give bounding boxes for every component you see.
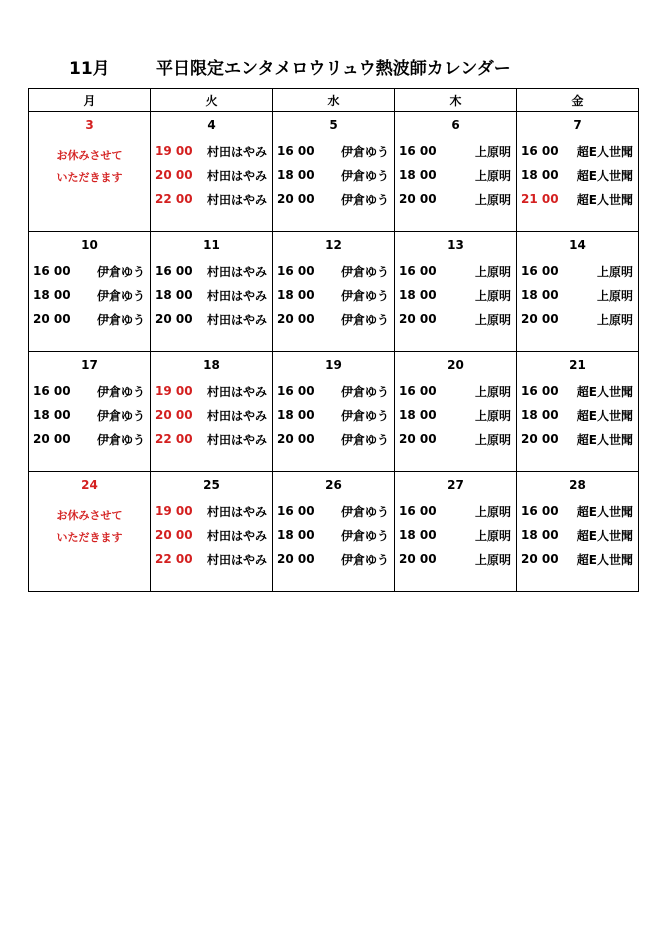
day-cell [151, 232, 273, 352]
slot-list [517, 379, 638, 451]
slot-host-name: 上原明 [474, 264, 511, 279]
slot-row [395, 307, 516, 331]
slot-row [151, 307, 272, 331]
slot-list [395, 499, 516, 571]
slot-row [517, 427, 638, 451]
slot-row [29, 283, 150, 307]
slot-time: 20 00 [277, 552, 315, 566]
day-cell [517, 112, 639, 232]
slot-list [151, 499, 272, 571]
day-cell [29, 352, 151, 472]
slot-time: 22 00 [155, 192, 193, 206]
day-number: 24 [81, 478, 98, 492]
slot-time: 18 00 [399, 168, 437, 182]
slot-row [151, 523, 272, 547]
slot-time: 16 00 [521, 144, 559, 158]
slot-time: 20 00 [521, 432, 559, 446]
slot-list [273, 379, 394, 451]
slot-host-name: 村田はやみ [206, 504, 267, 519]
day-number: 18 [203, 358, 220, 372]
weekday-header: 火 [151, 89, 273, 112]
slot-time: 18 00 [399, 288, 437, 302]
slot-row [29, 307, 150, 331]
slot-time: 20 00 [277, 432, 315, 446]
slot-time: 20 00 [399, 192, 437, 206]
slot-row [517, 499, 638, 523]
day-cell [151, 472, 273, 592]
slot-host-name: 上原明 [474, 408, 511, 423]
day-number: 7 [573, 118, 582, 132]
slot-host-name: 上原明 [474, 432, 511, 447]
slot-time: 21 00 [521, 192, 559, 206]
slot-host-name: 村田はやみ [206, 264, 267, 279]
slot-host-name: 村田はやみ [206, 384, 267, 399]
day-cell [273, 112, 395, 232]
slot-row [273, 427, 394, 451]
slot-host-name: 伊倉ゆう [96, 312, 145, 327]
slot-host-name: 伊倉ゆう [96, 432, 145, 447]
day-cell [29, 232, 151, 352]
slot-row [151, 139, 272, 163]
slot-time: 19 00 [155, 504, 193, 518]
day-number: 14 [569, 238, 586, 252]
closed-notice [29, 145, 150, 189]
day-number: 3 [85, 118, 94, 132]
weekday-header: 木 [395, 89, 517, 112]
slot-host-name: 村田はやみ [206, 192, 267, 207]
slot-row [395, 163, 516, 187]
day-cell [517, 352, 639, 472]
slot-time: 18 00 [521, 288, 559, 302]
slot-time: 16 00 [277, 504, 315, 518]
slot-row [517, 283, 638, 307]
slot-time: 18 00 [521, 168, 559, 182]
day-cell [273, 472, 395, 592]
slot-time: 20 00 [33, 312, 71, 326]
slot-row [151, 403, 272, 427]
day-cell [273, 232, 395, 352]
slot-host-name: 伊倉ゆう [96, 384, 145, 399]
day-number: 6 [451, 118, 460, 132]
slot-list [273, 499, 394, 571]
title-month: 11月 [69, 59, 110, 79]
slot-host-name: 伊倉ゆう [340, 168, 389, 183]
slot-host-name: 上原明 [474, 552, 511, 567]
slot-time: 20 00 [155, 312, 193, 326]
slot-list [395, 379, 516, 451]
slot-row [29, 403, 150, 427]
slot-time: 16 00 [399, 384, 437, 398]
slot-row [151, 499, 272, 523]
slot-row [395, 379, 516, 403]
day-number: 21 [569, 358, 586, 372]
slot-list [151, 259, 272, 331]
slot-list [151, 139, 272, 211]
day-cell [395, 352, 517, 472]
slot-host-name: 村田はやみ [206, 144, 267, 159]
slot-time: 18 00 [521, 528, 559, 542]
slot-host-name: 伊倉ゆう [340, 528, 389, 543]
slot-list [151, 379, 272, 451]
day-number: 20 [447, 358, 464, 372]
slot-row [517, 379, 638, 403]
title-main: 平日限定エンタメロウリュウ熱波師カレンダー [156, 59, 511, 79]
slot-row [273, 283, 394, 307]
slot-host-name: 伊倉ゆう [340, 408, 389, 423]
slot-row [273, 547, 394, 571]
slot-time: 16 00 [277, 144, 315, 158]
slot-host-name: 超E人世聞 [576, 528, 633, 543]
weekday-header: 金 [517, 89, 639, 112]
slot-time: 20 00 [399, 432, 437, 446]
slot-list [273, 139, 394, 211]
slot-row [273, 499, 394, 523]
slot-row [151, 379, 272, 403]
slot-host-name: 伊倉ゆう [340, 144, 389, 159]
closed-notice-line: いただきます [56, 531, 123, 544]
slot-row [395, 547, 516, 571]
slot-host-name: 上原明 [474, 384, 511, 399]
day-cell [395, 112, 517, 232]
slot-time: 19 00 [155, 144, 193, 158]
slot-time: 20 00 [277, 312, 315, 326]
slot-row [395, 139, 516, 163]
slot-host-name: 上原明 [474, 312, 511, 327]
day-number: 12 [325, 238, 342, 252]
week-row [29, 232, 639, 352]
slot-row [517, 139, 638, 163]
closed-notice [29, 505, 150, 549]
slot-time: 18 00 [277, 168, 315, 182]
slot-host-name: 村田はやみ [206, 408, 267, 423]
week-row [29, 472, 639, 592]
slot-host-name: 村田はやみ [206, 432, 267, 447]
slot-host-name: 上原明 [596, 288, 633, 303]
slot-time: 20 00 [277, 192, 315, 206]
slot-time: 18 00 [277, 288, 315, 302]
closed-notice-line: お休みさせて [56, 509, 123, 522]
slot-row [273, 139, 394, 163]
slot-host-name: 村田はやみ [206, 528, 267, 543]
slot-row [273, 307, 394, 331]
slot-row [517, 523, 638, 547]
day-cell [395, 232, 517, 352]
day-cell [395, 472, 517, 592]
day-cell [151, 352, 273, 472]
slot-host-name: 上原明 [596, 312, 633, 327]
day-number: 27 [447, 478, 464, 492]
slot-host-name: 伊倉ゆう [96, 288, 145, 303]
slot-time: 20 00 [399, 552, 437, 566]
calendar-body [29, 112, 639, 592]
slot-time: 16 00 [521, 264, 559, 278]
slot-time: 20 00 [521, 552, 559, 566]
slot-list [29, 379, 150, 451]
slot-time: 16 00 [399, 144, 437, 158]
slot-host-name: 超E人世聞 [576, 432, 633, 447]
day-number: 28 [569, 478, 586, 492]
slot-host-name: 村田はやみ [206, 168, 267, 183]
slot-host-name: 上原明 [474, 144, 511, 159]
day-number: 25 [203, 478, 220, 492]
slot-row [29, 427, 150, 451]
slot-list [395, 259, 516, 331]
slot-host-name: 伊倉ゆう [340, 312, 389, 327]
slot-row [517, 259, 638, 283]
slot-time: 20 00 [155, 408, 193, 422]
slot-row [517, 403, 638, 427]
day-cell [517, 472, 639, 592]
slot-row [151, 163, 272, 187]
day-number: 4 [207, 118, 216, 132]
slot-host-name: 超E人世聞 [576, 168, 633, 183]
slot-row [273, 403, 394, 427]
slot-time: 18 00 [33, 408, 71, 422]
slot-time: 16 00 [399, 504, 437, 518]
slot-host-name: 伊倉ゆう [340, 504, 389, 519]
day-number: 26 [325, 478, 342, 492]
slot-row [395, 187, 516, 211]
slot-list [517, 259, 638, 331]
slot-list [517, 139, 638, 211]
slot-row [395, 523, 516, 547]
slot-time: 20 00 [399, 312, 437, 326]
slot-host-name: 上原明 [596, 264, 633, 279]
slot-time: 18 00 [399, 528, 437, 542]
slot-time: 20 00 [155, 168, 193, 182]
slot-host-name: 上原明 [474, 288, 511, 303]
day-number: 19 [325, 358, 342, 372]
slot-row [151, 259, 272, 283]
slot-row [273, 163, 394, 187]
slot-row [151, 427, 272, 451]
day-number: 5 [329, 118, 338, 132]
slot-host-name: 村田はやみ [206, 288, 267, 303]
slot-time: 16 00 [277, 384, 315, 398]
slot-list [273, 259, 394, 331]
slot-host-name: 伊倉ゆう [340, 264, 389, 279]
slot-time: 18 00 [277, 528, 315, 542]
slot-row [395, 259, 516, 283]
slot-row [395, 427, 516, 451]
slot-host-name: 伊倉ゆう [340, 288, 389, 303]
slot-row [151, 187, 272, 211]
slot-row [517, 163, 638, 187]
slot-host-name: 伊倉ゆう [96, 264, 145, 279]
page-title [0, 54, 668, 82]
slot-time: 16 00 [33, 264, 71, 278]
slot-host-name: 上原明 [474, 192, 511, 207]
day-number: 11 [203, 238, 220, 252]
slot-host-name: 超E人世聞 [576, 408, 633, 423]
week-row [29, 112, 639, 232]
calendar-table [28, 88, 639, 592]
slot-time: 16 00 [521, 504, 559, 518]
slot-time: 16 00 [399, 264, 437, 278]
day-cell [29, 472, 151, 592]
slot-host-name: 伊倉ゆう [340, 384, 389, 399]
slot-time: 19 00 [155, 384, 193, 398]
weekday-header: 月 [29, 89, 151, 112]
slot-time: 22 00 [155, 432, 193, 446]
slot-host-name: 伊倉ゆう [340, 192, 389, 207]
slot-host-name: 村田はやみ [206, 552, 267, 567]
day-number: 13 [447, 238, 464, 252]
closed-notice-line: いただきます [56, 171, 123, 184]
week-row [29, 352, 639, 472]
slot-host-name: 上原明 [474, 168, 511, 183]
slot-row [151, 283, 272, 307]
slot-time: 18 00 [521, 408, 559, 422]
slot-time: 16 00 [277, 264, 315, 278]
slot-host-name: 上原明 [474, 528, 511, 543]
slot-time: 16 00 [521, 384, 559, 398]
slot-host-name: 超E人世聞 [576, 504, 633, 519]
slot-time: 16 00 [33, 384, 71, 398]
slot-row [395, 499, 516, 523]
slot-row [29, 379, 150, 403]
slot-row [517, 307, 638, 331]
slot-row [29, 259, 150, 283]
slot-time: 18 00 [33, 288, 71, 302]
weekday-header-row [29, 89, 639, 112]
slot-host-name: 超E人世聞 [576, 552, 633, 567]
slot-time: 18 00 [155, 288, 193, 302]
slot-row [517, 187, 638, 211]
slot-time: 20 00 [521, 312, 559, 326]
slot-row [395, 403, 516, 427]
slot-row [273, 379, 394, 403]
slot-row [273, 523, 394, 547]
slot-time: 20 00 [33, 432, 71, 446]
slot-row [395, 283, 516, 307]
slot-row [151, 547, 272, 571]
day-cell [517, 232, 639, 352]
slot-row [273, 187, 394, 211]
day-cell [29, 112, 151, 232]
slot-list [29, 259, 150, 331]
slot-time: 18 00 [277, 408, 315, 422]
slot-list [517, 499, 638, 571]
slot-host-name: 伊倉ゆう [340, 432, 389, 447]
slot-time: 22 00 [155, 552, 193, 566]
slot-host-name: 超E人世聞 [576, 192, 633, 207]
slot-host-name: 伊倉ゆう [340, 552, 389, 567]
slot-time: 16 00 [155, 264, 193, 278]
slot-row [273, 259, 394, 283]
day-cell [151, 112, 273, 232]
day-number: 17 [81, 358, 98, 372]
day-number: 10 [81, 238, 98, 252]
slot-host-name: 超E人世聞 [576, 384, 633, 399]
slot-host-name: 伊倉ゆう [96, 408, 145, 423]
slot-list [395, 139, 516, 211]
slot-host-name: 超E人世聞 [576, 144, 633, 159]
slot-time: 18 00 [399, 408, 437, 422]
slot-row [517, 547, 638, 571]
day-cell [273, 352, 395, 472]
closed-notice-line: お休みさせて [56, 149, 123, 162]
slot-host-name: 上原明 [474, 504, 511, 519]
slot-host-name: 村田はやみ [206, 312, 267, 327]
slot-time: 20 00 [155, 528, 193, 542]
weekday-header: 水 [273, 89, 395, 112]
